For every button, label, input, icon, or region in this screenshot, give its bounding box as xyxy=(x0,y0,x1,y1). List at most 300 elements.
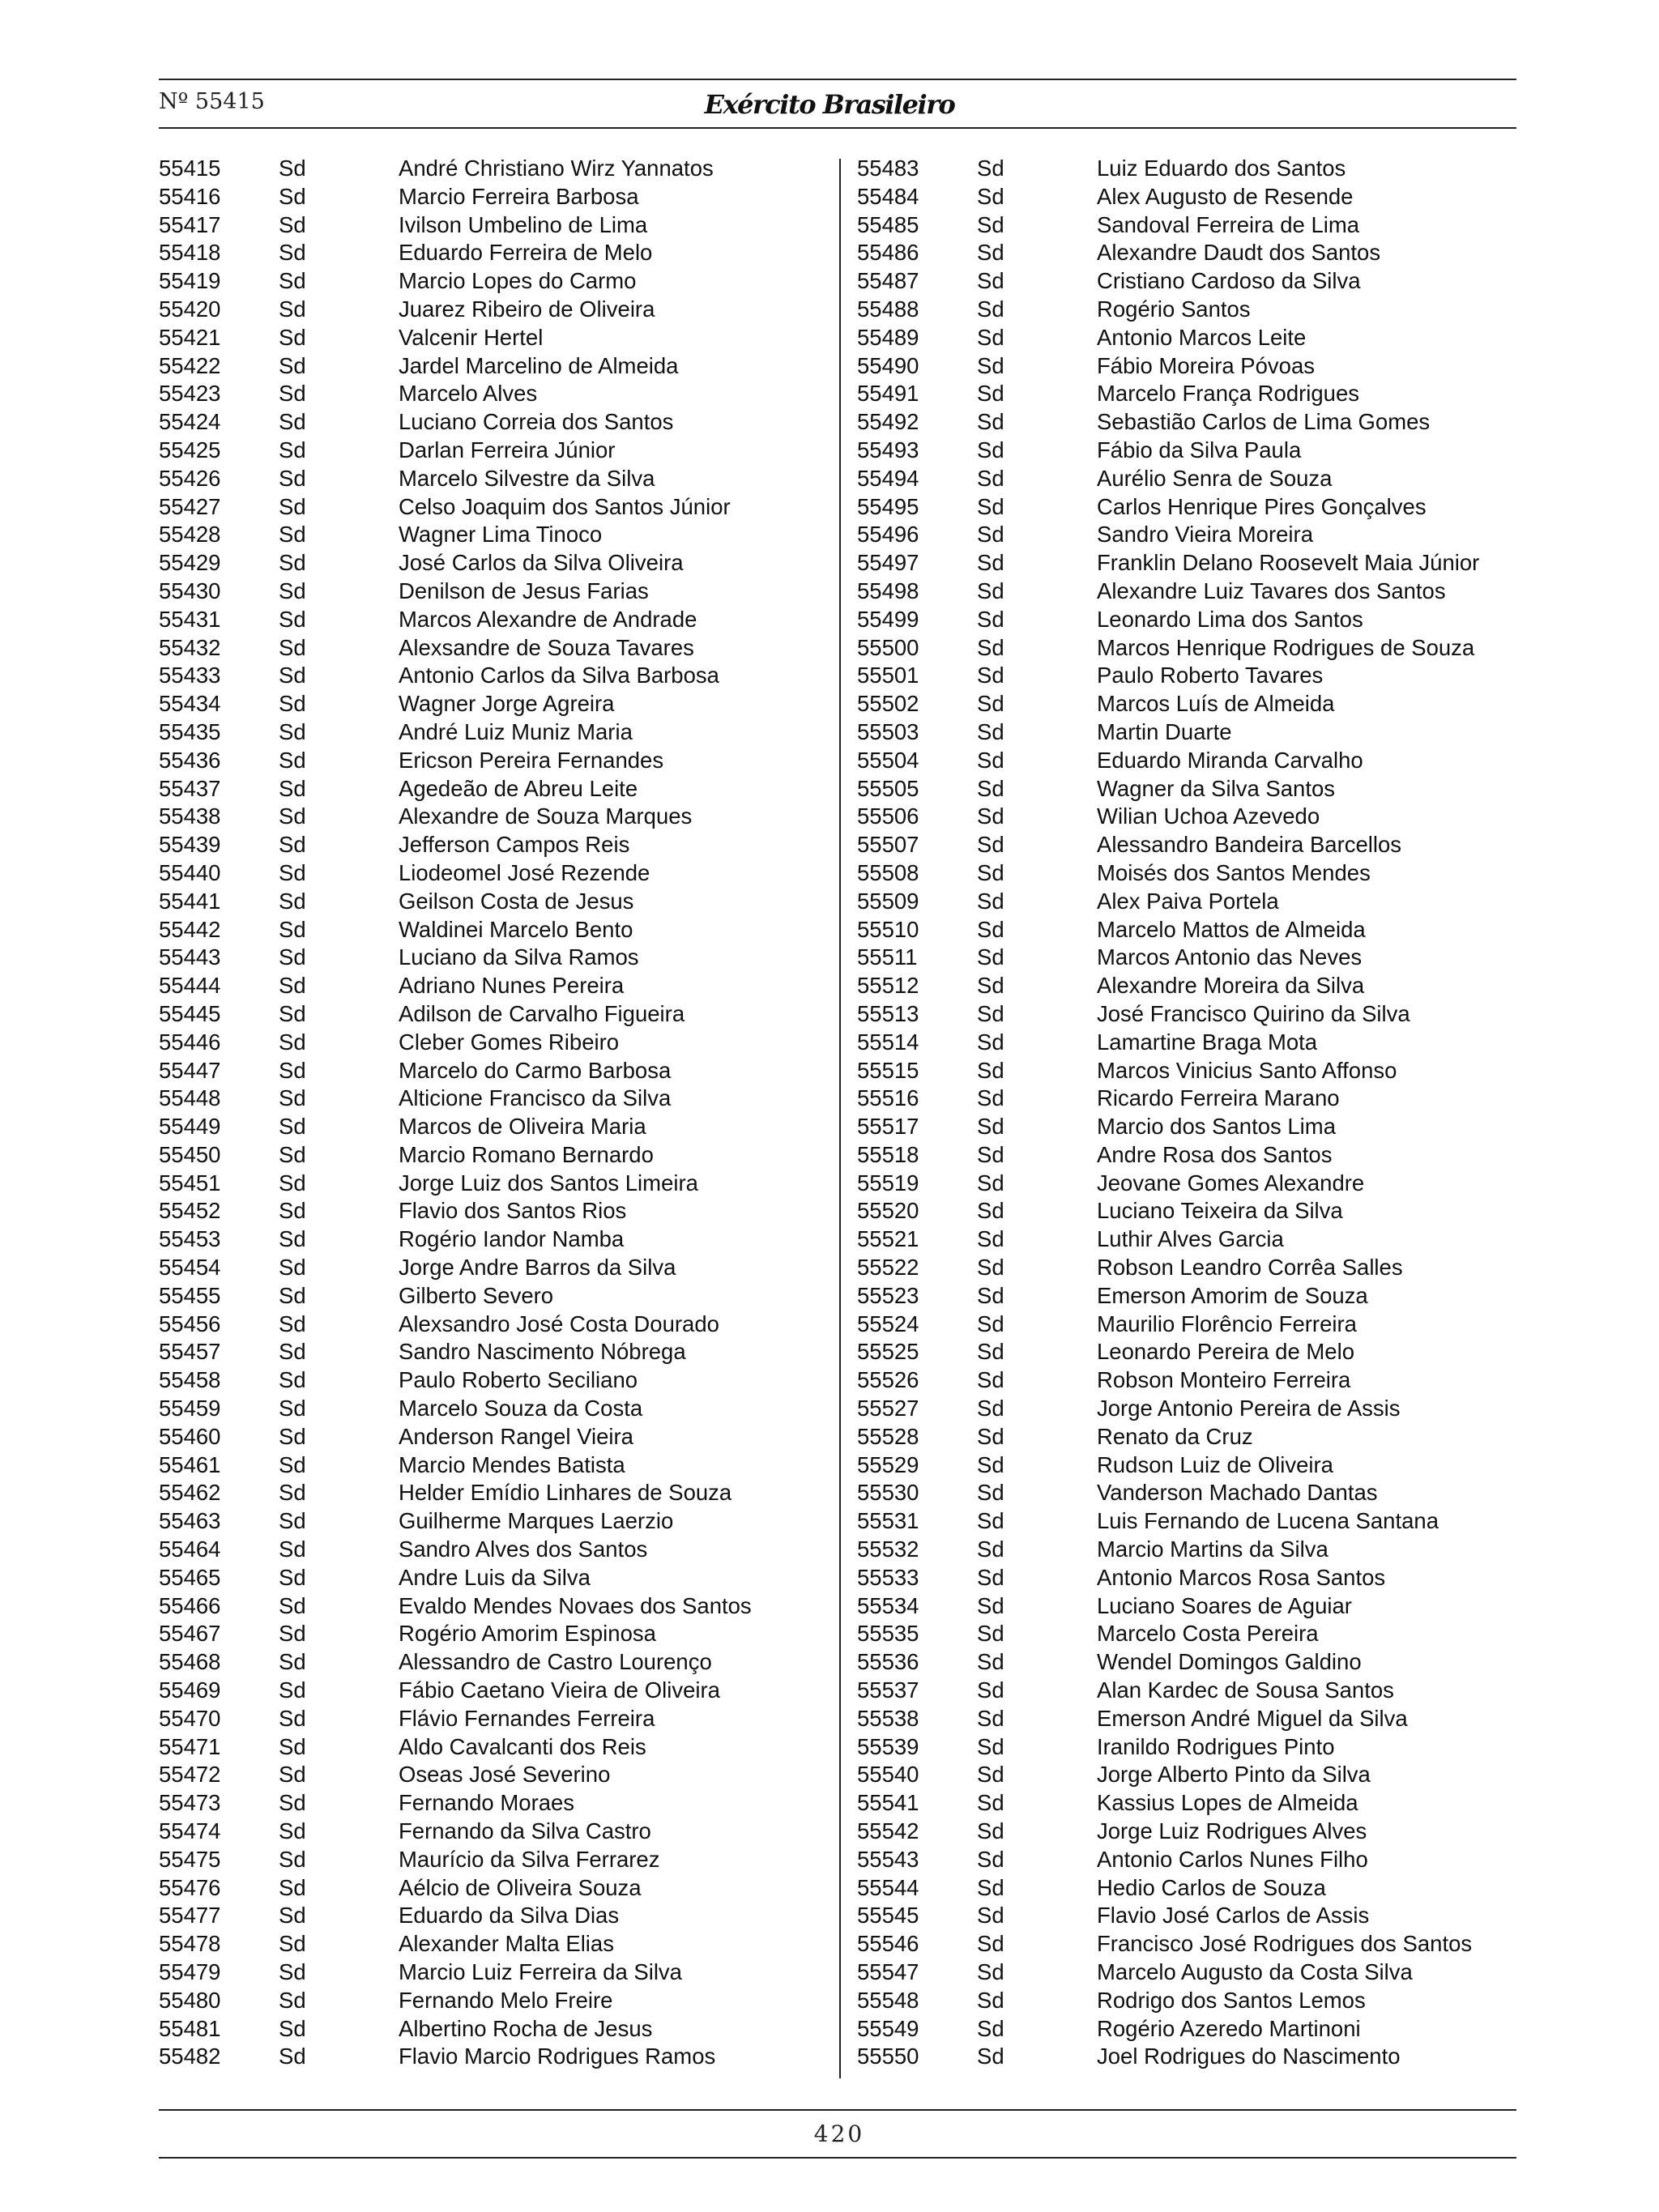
entry-name: Eduardo Ferreira de Melo xyxy=(399,240,653,266)
entry-rank: Sd xyxy=(279,1396,306,1421)
entry-rank: Sd xyxy=(977,1536,1004,1562)
entry-name: Ivilson Umbelino de Lima xyxy=(399,211,648,237)
entry-rank: Sd xyxy=(279,1677,306,1703)
entry-name: Evaldo Mendes Novaes dos Santos xyxy=(399,1592,752,1618)
entry-rank: Sd xyxy=(279,465,306,491)
entry-number: 55542 xyxy=(857,1818,919,1844)
entry-number: 55435 xyxy=(159,718,221,744)
entry-name: Luiz Eduardo dos Santos xyxy=(1097,156,1346,181)
entry-number: 55487 xyxy=(857,268,919,294)
entry-rank: Sd xyxy=(977,1818,1004,1844)
entry-rank: Sd xyxy=(977,2044,1004,2069)
entry-name: Alexandre de Souza Marques xyxy=(399,803,693,829)
entry-number: 55548 xyxy=(857,1987,919,2013)
entry-name: Carlos Henrique Pires Gonçalves xyxy=(1097,493,1427,519)
entry-rank: Sd xyxy=(977,1508,1004,1534)
entry-number: 55514 xyxy=(857,1029,919,1055)
entry-number: 55494 xyxy=(857,465,919,491)
entry-rank: Sd xyxy=(279,1959,306,1984)
entry-name: Luciano da Silva Ramos xyxy=(399,944,639,970)
entry-number: 55543 xyxy=(857,1846,919,1872)
entry-rank: Sd xyxy=(279,1874,306,1900)
entry-name: Fernando Moraes xyxy=(399,1790,575,1816)
entry-number: 55427 xyxy=(159,493,221,519)
entry-rank: Sd xyxy=(977,1762,1004,1788)
entry-name: Marcelo Costa Pereira xyxy=(1097,1621,1319,1647)
entry-rank: Sd xyxy=(977,522,1004,548)
entry-rank: Sd xyxy=(279,832,306,858)
entry-number: 55499 xyxy=(857,606,919,632)
entry-rank: Sd xyxy=(279,916,306,942)
entry-rank: Sd xyxy=(977,493,1004,519)
entry-number: 55539 xyxy=(857,1733,919,1759)
entry-rank: Sd xyxy=(279,1282,306,1308)
entry-number: 55425 xyxy=(159,437,221,462)
entry-name: Luciano Teixeira da Silva xyxy=(1097,1198,1343,1224)
entry-name: Marcio Lopes do Carmo xyxy=(399,268,637,294)
entry-number: 55420 xyxy=(159,296,221,322)
entry-rank: Sd xyxy=(279,1114,306,1140)
entry-number: 55511 xyxy=(857,944,918,970)
entry-number: 55486 xyxy=(857,240,919,266)
entry-name: Aldo Cavalcanti dos Reis xyxy=(399,1733,646,1759)
entry-rank: Sd xyxy=(977,916,1004,942)
entry-name: Eduardo da Silva Dias xyxy=(399,1903,620,1929)
entry-number: 55436 xyxy=(159,747,221,773)
entry-number: 55520 xyxy=(857,1198,919,1224)
entry-rank: Sd xyxy=(977,1846,1004,1872)
entry-rank: Sd xyxy=(279,156,306,181)
entry-number: 55471 xyxy=(159,1733,221,1759)
entry-number: 55455 xyxy=(159,1282,221,1308)
entry-number: 55510 xyxy=(857,916,919,942)
entry-name: Leonardo Pereira de Melo xyxy=(1097,1339,1354,1365)
entry-number: 55426 xyxy=(159,465,221,491)
entry-rank: Sd xyxy=(279,522,306,548)
entry-rank: Sd xyxy=(279,1480,306,1506)
entry-rank: Sd xyxy=(279,409,306,435)
entry-number: 55509 xyxy=(857,888,919,914)
page-number: 420 xyxy=(813,2120,865,2147)
entry-number: 55480 xyxy=(159,1987,221,2013)
entry-number: 55464 xyxy=(159,1536,221,1562)
entry-rank: Sd xyxy=(279,1733,306,1759)
entry-rank: Sd xyxy=(279,1621,306,1647)
entry-name: Wagner da Silva Santos xyxy=(1097,775,1336,801)
entry-name: Hedio Carlos de Souza xyxy=(1097,1874,1326,1900)
entry-rank: Sd xyxy=(977,1282,1004,1308)
entry-name: Moisés dos Santos Mendes xyxy=(1097,859,1371,885)
entry-number: 55422 xyxy=(159,352,221,378)
entry-name: Gilberto Severo xyxy=(399,1282,554,1308)
entry-name: Paulo Roberto Seciliano xyxy=(399,1367,638,1393)
entry-rank: Sd xyxy=(977,1226,1004,1252)
entry-number: 55547 xyxy=(857,1959,919,1984)
entry-number: 55493 xyxy=(857,437,919,462)
entry-name: Cristiano Cardoso da Silva xyxy=(1097,268,1361,294)
entry-number: 55444 xyxy=(159,973,221,999)
entry-number: 55466 xyxy=(159,1592,221,1618)
entry-rank: Sd xyxy=(977,324,1004,350)
page-title: Exército Brasileiro xyxy=(704,89,955,120)
entry-number: 55507 xyxy=(857,832,919,858)
entry-rank: Sd xyxy=(279,1790,306,1816)
footer-rule-top xyxy=(159,2109,1516,2111)
entry-name: Leonardo Lima dos Santos xyxy=(1097,606,1363,632)
entry-number: 55431 xyxy=(159,606,221,632)
entry-name: Alexander Malta Elias xyxy=(399,1931,614,1957)
entry-name: Alticione Francisco da Silva xyxy=(399,1085,672,1111)
entry-rank: Sd xyxy=(279,1198,306,1224)
entry-number: 55474 xyxy=(159,1818,221,1844)
entry-number: 55533 xyxy=(857,1564,919,1590)
entry-name: Jorge Luiz Rodrigues Alves xyxy=(1097,1818,1367,1844)
entry-number: 55472 xyxy=(159,1762,221,1788)
entry-rank: Sd xyxy=(279,1423,306,1449)
entry-name: Flavio José Carlos de Assis xyxy=(1097,1903,1370,1929)
entry-name: Waldinei Marcelo Bento xyxy=(399,916,633,942)
entry-name: Denilson de Jesus Farias xyxy=(399,578,649,603)
entry-rank: Sd xyxy=(279,859,306,885)
entry-number: 55508 xyxy=(857,859,919,885)
entry-rank: Sd xyxy=(279,1846,306,1872)
entry-name: Fernando Melo Freire xyxy=(399,1987,613,2013)
entry-number: 55485 xyxy=(857,211,919,237)
entry-name: Marcelo Silvestre da Silva xyxy=(399,465,655,491)
entry-rank: Sd xyxy=(279,1592,306,1618)
entry-rank: Sd xyxy=(977,1311,1004,1336)
entry-name: Emerson André Miguel da Silva xyxy=(1097,1705,1408,1731)
entry-name: Fábio Moreira Póvoas xyxy=(1097,352,1316,378)
entry-rank: Sd xyxy=(279,268,306,294)
entry-rank: Sd xyxy=(977,1170,1004,1196)
entry-name: Agedeão de Abreu Leite xyxy=(399,775,638,801)
entry-name: Alex Augusto de Resende xyxy=(1097,183,1354,209)
entry-number: 55527 xyxy=(857,1396,919,1421)
entry-rank: Sd xyxy=(977,381,1004,407)
entry-name: Geilson Costa de Jesus xyxy=(399,888,634,914)
entry-name: Robson Leandro Corrêa Salles xyxy=(1097,1255,1403,1281)
entry-number: 55459 xyxy=(159,1396,221,1421)
entry-name: Marcos Henrique Rodrigues de Souza xyxy=(1097,634,1475,660)
entry-rank: Sd xyxy=(977,973,1004,999)
entry-name: Maurilio Florêncio Ferreira xyxy=(1097,1311,1357,1336)
entry-rank: Sd xyxy=(279,1085,306,1111)
entry-number: 55458 xyxy=(159,1367,221,1393)
entry-name: Francisco José Rodrigues dos Santos xyxy=(1097,1931,1473,1957)
entry-name: Maurício da Silva Ferrarez xyxy=(399,1846,660,1872)
entry-number: 55461 xyxy=(159,1451,221,1477)
entry-rank: Sd xyxy=(279,691,306,717)
entry-number: 55470 xyxy=(159,1705,221,1731)
entry-name: Marcelo Mattos de Almeida xyxy=(1097,916,1366,942)
entry-number: 55445 xyxy=(159,1000,221,1026)
entry-rank: Sd xyxy=(977,296,1004,322)
entry-number: 55540 xyxy=(857,1762,919,1788)
entry-name: Sandro Nascimento Nóbrega xyxy=(399,1339,686,1365)
entry-rank: Sd xyxy=(977,183,1004,209)
entry-number: 55443 xyxy=(159,944,221,970)
entry-name: Adilson de Carvalho Figueira xyxy=(399,1000,685,1026)
entry-number: 55513 xyxy=(857,1000,919,1026)
entry-rank: Sd xyxy=(279,381,306,407)
entry-number: 55546 xyxy=(857,1931,919,1957)
entry-number: 55495 xyxy=(857,493,919,519)
entry-name: André Christiano Wirz Yannatos xyxy=(399,156,714,181)
entry-name: Andre Rosa dos Santos xyxy=(1097,1141,1333,1167)
entry-rank: Sd xyxy=(977,747,1004,773)
entry-number: 55441 xyxy=(159,888,221,914)
entry-rank: Sd xyxy=(977,1592,1004,1618)
entry-name: Rogério Azeredo Martinoni xyxy=(1097,2015,1361,2041)
entry-number: 55491 xyxy=(857,381,919,407)
entry-number: 55549 xyxy=(857,2015,919,2041)
entry-rank: Sd xyxy=(279,1705,306,1731)
entry-number: 55416 xyxy=(159,183,221,209)
entry-number: 55454 xyxy=(159,1255,221,1281)
entry-rank: Sd xyxy=(279,944,306,970)
entry-rank: Sd xyxy=(977,1198,1004,1224)
entry-number: 55417 xyxy=(159,211,221,237)
entry-name: Alan Kardec de Sousa Santos xyxy=(1097,1677,1394,1703)
entry-name: Sandro Vieira Moreira xyxy=(1097,522,1313,548)
entry-rank: Sd xyxy=(279,973,306,999)
entry-number: 55526 xyxy=(857,1367,919,1393)
entry-number: 55538 xyxy=(857,1705,919,1731)
entry-number: 55433 xyxy=(159,663,221,688)
entry-rank: Sd xyxy=(279,606,306,632)
entry-number: 55496 xyxy=(857,522,919,548)
entry-rank: Sd xyxy=(279,1931,306,1957)
entry-number: 55521 xyxy=(857,1226,919,1252)
entry-rank: Sd xyxy=(279,1029,306,1055)
entry-number: 55489 xyxy=(857,324,919,350)
entry-rank: Sd xyxy=(977,1367,1004,1393)
entry-number: 55423 xyxy=(159,381,221,407)
entry-name: Jardel Marcelino de Almeida xyxy=(399,352,679,378)
entry-rank: Sd xyxy=(977,578,1004,603)
entry-number: 55536 xyxy=(857,1649,919,1675)
entry-rank: Sd xyxy=(977,1480,1004,1506)
entry-number: 55482 xyxy=(159,2044,221,2069)
entry-rank: Sd xyxy=(977,1790,1004,1816)
entry-number: 55429 xyxy=(159,550,221,576)
entry-rank: Sd xyxy=(977,1451,1004,1477)
entry-name: Luis Fernando de Lucena Santana xyxy=(1097,1508,1439,1534)
entry-number: 55515 xyxy=(857,1057,919,1083)
entry-rank: Sd xyxy=(279,663,306,688)
entry-number: 55541 xyxy=(857,1790,919,1816)
entry-name: Wagner Lima Tinoco xyxy=(399,522,603,548)
entry-number: 55479 xyxy=(159,1959,221,1984)
entry-name: Marcio Martins da Silva xyxy=(1097,1536,1328,1562)
entry-rank: Sd xyxy=(279,1141,306,1167)
header-rule-top xyxy=(159,79,1516,80)
entry-rank: Sd xyxy=(279,183,306,209)
entry-name: Cleber Gomes Ribeiro xyxy=(399,1029,620,1055)
entry-rank: Sd xyxy=(977,1057,1004,1083)
entry-name: Fábio da Silva Paula xyxy=(1097,437,1302,462)
entry-name: Fábio Caetano Vieira de Oliveira xyxy=(399,1677,720,1703)
entry-number: 55460 xyxy=(159,1423,221,1449)
entry-rank: Sd xyxy=(279,888,306,914)
entry-number: 55506 xyxy=(857,803,919,829)
entry-number: 55502 xyxy=(857,691,919,717)
entry-rank: Sd xyxy=(279,1451,306,1477)
entry-number: 55481 xyxy=(159,2015,221,2041)
entry-rank: Sd xyxy=(977,1141,1004,1167)
entry-rank: Sd xyxy=(279,578,306,603)
entry-number: 55519 xyxy=(857,1170,919,1196)
entry-number: 55452 xyxy=(159,1198,221,1224)
entry-name: Sandoval Ferreira de Lima xyxy=(1097,211,1360,237)
entry-number: 55518 xyxy=(857,1141,919,1167)
entry-rank: Sd xyxy=(279,747,306,773)
document-number: Nº 55415 xyxy=(159,89,265,114)
entry-number: 55449 xyxy=(159,1114,221,1140)
entry-number: 55440 xyxy=(159,859,221,885)
entry-number: 55465 xyxy=(159,1564,221,1590)
entry-name: Celso Joaquim dos Santos Júnior xyxy=(399,493,731,519)
entry-number: 55476 xyxy=(159,1874,221,1900)
entry-name: Lamartine Braga Mota xyxy=(1097,1029,1318,1055)
entry-name: Alessandro Bandeira Barcellos xyxy=(1097,832,1402,858)
entry-number: 55524 xyxy=(857,1311,919,1336)
entry-number: 55469 xyxy=(159,1677,221,1703)
entry-rank: Sd xyxy=(977,1705,1004,1731)
entry-rank: Sd xyxy=(977,1959,1004,1984)
entry-name: Vanderson Machado Dantas xyxy=(1097,1480,1378,1506)
entry-rank: Sd xyxy=(977,240,1004,266)
entry-name: Alexsandre de Souza Tavares xyxy=(399,634,694,660)
entry-name: Marcos Alexandre de Andrade xyxy=(399,606,697,632)
entry-number: 55517 xyxy=(857,1114,919,1140)
entry-rank: Sd xyxy=(977,409,1004,435)
entry-name: Ericson Pereira Fernandes xyxy=(399,747,664,773)
entry-number: 55434 xyxy=(159,691,221,717)
entry-name: Jefferson Campos Reis xyxy=(399,832,630,858)
entry-number: 55438 xyxy=(159,803,221,829)
entry-number: 55447 xyxy=(159,1057,221,1083)
entry-name: Guilherme Marques Laerzio xyxy=(399,1508,674,1534)
entry-rank: Sd xyxy=(977,1114,1004,1140)
entry-name: Albertino Rocha de Jesus xyxy=(399,2015,653,2041)
entry-number: 55545 xyxy=(857,1903,919,1929)
entry-rank: Sd xyxy=(279,324,306,350)
entry-rank: Sd xyxy=(977,1621,1004,1647)
entry-name: Alexandre Moreira da Silva xyxy=(1097,973,1365,999)
footer-rule-bottom xyxy=(159,2157,1516,2159)
entry-rank: Sd xyxy=(279,1311,306,1336)
entry-name: Paulo Roberto Tavares xyxy=(1097,663,1324,688)
entry-name: Jorge Antonio Pereira de Assis xyxy=(1097,1396,1401,1421)
column-divider xyxy=(839,159,841,2078)
entry-rank: Sd xyxy=(279,550,306,576)
entry-rank: Sd xyxy=(977,832,1004,858)
entry-name: Marcos Luís de Almeida xyxy=(1097,691,1335,717)
entry-number: 55428 xyxy=(159,522,221,548)
entry-number: 55503 xyxy=(857,718,919,744)
entry-number: 55497 xyxy=(857,550,919,576)
entry-rank: Sd xyxy=(977,268,1004,294)
entry-rank: Sd xyxy=(977,211,1004,237)
entry-number: 55463 xyxy=(159,1508,221,1534)
entry-number: 55424 xyxy=(159,409,221,435)
entry-name: Marcelo Augusto da Costa Silva xyxy=(1097,1959,1413,1984)
entry-number: 55437 xyxy=(159,775,221,801)
entry-rank: Sd xyxy=(279,1000,306,1026)
entry-number: 55531 xyxy=(857,1508,919,1534)
entry-number: 55473 xyxy=(159,1790,221,1816)
entry-name: Sandro Alves dos Santos xyxy=(399,1536,648,1562)
entry-name: Alexandre Luiz Tavares dos Santos xyxy=(1097,578,1446,603)
entry-rank: Sd xyxy=(977,803,1004,829)
entry-name: Martin Duarte xyxy=(1097,718,1232,744)
entry-name: Alexandre Daudt dos Santos xyxy=(1097,240,1381,266)
entry-name: Marcio Luiz Ferreira da Silva xyxy=(399,1959,682,1984)
entry-name: Fernando da Silva Castro xyxy=(399,1818,651,1844)
entry-rank: Sd xyxy=(977,859,1004,885)
entry-number: 55534 xyxy=(857,1592,919,1618)
entry-name: Rogério Santos xyxy=(1097,296,1251,322)
entry-rank: Sd xyxy=(977,888,1004,914)
entry-name: Rodrigo dos Santos Lemos xyxy=(1097,1987,1366,2013)
entry-name: Marcio dos Santos Lima xyxy=(1097,1114,1336,1140)
entry-rank: Sd xyxy=(279,634,306,660)
entry-number: 55418 xyxy=(159,240,221,266)
entry-name: Wagner Jorge Agreira xyxy=(399,691,615,717)
entry-number: 55457 xyxy=(159,1339,221,1365)
entry-name: Oseas José Severino xyxy=(399,1762,611,1788)
entry-rank: Sd xyxy=(977,1085,1004,1111)
entry-name: Valcenir Hertel xyxy=(399,324,544,350)
entry-name: Flávio Fernandes Ferreira xyxy=(399,1705,655,1731)
entry-rank: Sd xyxy=(279,1564,306,1590)
entry-rank: Sd xyxy=(279,2015,306,2041)
entry-name: Anderson Rangel Vieira xyxy=(399,1423,633,1449)
entry-rank: Sd xyxy=(279,493,306,519)
entry-name: André Luiz Muniz Maria xyxy=(399,718,633,744)
entry-name: José Carlos da Silva Oliveira xyxy=(399,550,684,576)
entry-rank: Sd xyxy=(279,775,306,801)
entry-name: Aurélio Senra de Souza xyxy=(1097,465,1333,491)
entry-name: Alex Paiva Portela xyxy=(1097,888,1279,914)
entry-name: Rudson Luiz de Oliveira xyxy=(1097,1451,1333,1477)
entry-rank: Sd xyxy=(977,1649,1004,1675)
entry-number: 55448 xyxy=(159,1085,221,1111)
entry-name: Jorge Luiz dos Santos Limeira xyxy=(399,1170,698,1196)
entry-rank: Sd xyxy=(279,1508,306,1534)
entry-rank: Sd xyxy=(977,718,1004,744)
entry-number: 55512 xyxy=(857,973,919,999)
entry-name: Eduardo Miranda Carvalho xyxy=(1097,747,1363,773)
entry-number: 55467 xyxy=(159,1621,221,1647)
entry-rank: Sd xyxy=(977,1029,1004,1055)
entry-rank: Sd xyxy=(977,1733,1004,1759)
entry-rank: Sd xyxy=(977,606,1004,632)
entry-number: 55453 xyxy=(159,1226,221,1252)
entry-number: 55535 xyxy=(857,1621,919,1647)
entry-number: 55532 xyxy=(857,1536,919,1562)
entry-rank: Sd xyxy=(977,437,1004,462)
entry-number: 55432 xyxy=(159,634,221,660)
entry-name: Juarez Ribeiro de Oliveira xyxy=(399,296,655,322)
entry-rank: Sd xyxy=(977,1423,1004,1449)
entry-name: Franklin Delano Roosevelt Maia Júnior xyxy=(1097,550,1480,576)
entry-rank: Sd xyxy=(279,1339,306,1365)
entry-name: Rogério Iandor Namba xyxy=(399,1226,625,1252)
entry-name: Luthir Alves Garcia xyxy=(1097,1226,1284,1252)
